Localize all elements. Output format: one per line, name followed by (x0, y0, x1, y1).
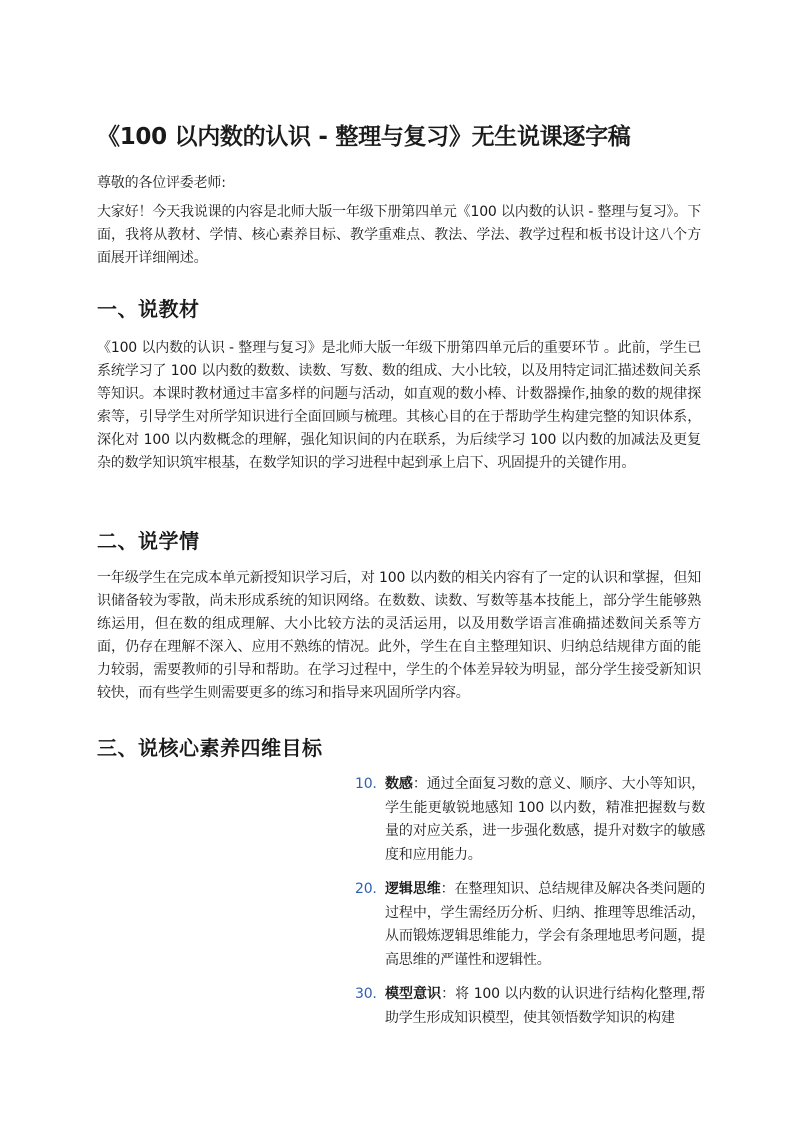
goal-number: 30. (355, 986, 377, 1002)
goal-text: ：通过全面复习数的意义、顺序、大小等知识，学生能更敏锐地感知 100 以内数，精准把握数与数量的对应关系，进一步强化数感，提升对数字的敏感度和应用能力。 (385, 776, 705, 863)
section-body-textbook: 《100 以内数的认识 - 整理与复习》是北师大版一年级下册第四单元后的重要环节 。此前，学生已系统学习了 100 以内数的数数、读数、写数、数的组成、大小比较，以及用特定词汇描述数间关系等知识。本课时教材通过丰富多样的问题与活动，如直观的数小棒、计数器操作,抽象的数的规律探索等，引导学生对所学知识进行全面回顾与梳理。其核心目的在于帮助学生构建完整的知识体系，深化对 100 以内数概念的理解，强化知识间的内在联系，为后续学习 100 以内数的加减法及更复杂的数学知识筑牢根基，在数学知识的学习进程中起到承上启下、巩固提升的关键作用。 (97, 340, 701, 471)
goal-item-model-awareness (355, 983, 705, 1030)
section-heading-textbook: 一、说教材 (97, 297, 200, 321)
goal-text: ：将 100 以内数的认识进行结构化整理,帮助学生形成知识模型，使其领悟数学知识的构建 (385, 986, 706, 1026)
intro-paragraph: 大家好！今天我说课的内容是北师大版一年级下册第四单元《100 以内数的认识 - 整理与复习》。下面，我将从教材、学情、核心素养目标、教学重难点、教法、学法、教学过程和板书设计这八个方面展开详细阐述。 (97, 204, 701, 266)
goal-number: 10. (355, 776, 377, 792)
goals-list (355, 773, 705, 1041)
goal-name: 数感 (385, 776, 413, 792)
goal-item-logical-thinking (355, 878, 705, 972)
goal-text: ：在整理知识、总结规律及解决各类问题的过程中，学生需经历分析、归纳、推理等思维活动，从而锻炼逻辑思维能力，学会有条理地思考问题，提高思维的严谨性和逻辑性。 (385, 881, 705, 968)
section-heading-students: 二、说学情 (97, 529, 200, 553)
section-body-students: 一年级学生在完成本单元新授知识学习后，对 100 以内数的相关内容有了一定的认识和掌握，但知识储备较为零散，尚未形成系统的知识网络。在数数、读数、写数等基本技能上，部分学生能够熟练运用，但在数的组成理解、大小比较方法的灵活运用，以及用数学语言准确描述数间关系等方面，仍存在理解不深入、应用不熟练的情况。此外，学生在自主整理知识、归纳总结规律方面的能力较弱，需要教师的引导和帮助。在学习过程中，学生的个体差异较为明显，部分学生接受新知识较快，而有些学生则需要更多的练习和指导来巩固所学内容。 (97, 570, 701, 701)
document-title: 《100 以内数的认识 - 整理与复习》无生说课逐字稿 (97, 124, 631, 150)
goal-name: 逻辑思维 (385, 881, 441, 897)
section-heading-goals: 三、说核心素养四维目标 (97, 736, 323, 760)
salutation: 尊敬的各位评委老师: (97, 175, 226, 191)
goal-item-number-sense (355, 773, 705, 867)
goal-name: 模型意识 (385, 986, 442, 1002)
goal-number: 20. (355, 881, 377, 897)
